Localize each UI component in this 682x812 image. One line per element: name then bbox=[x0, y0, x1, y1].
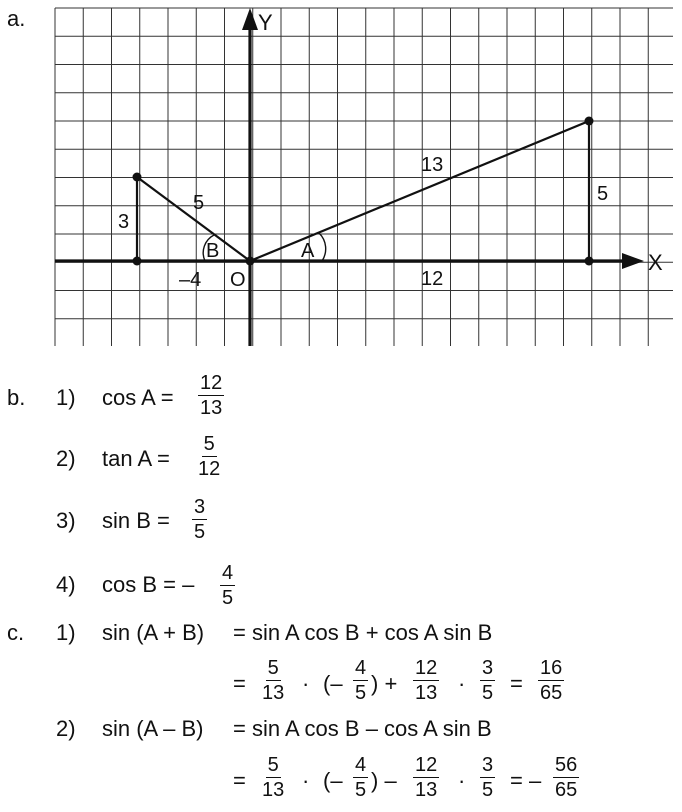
vertex-12-0 bbox=[585, 257, 594, 266]
coordinate-graph bbox=[0, 0, 682, 350]
part-c-item-2-fraction-4 bbox=[480, 754, 495, 801]
fraction-numerator: 4 bbox=[222, 562, 234, 584]
part-c-item-1-equals: = bbox=[233, 671, 246, 696]
origin-label: O bbox=[230, 269, 246, 291]
part-c-item-2-number: 2) bbox=[56, 716, 76, 741]
fraction-denominator: 13 bbox=[415, 682, 438, 704]
vertices bbox=[133, 117, 594, 266]
x-axis-arrow bbox=[622, 253, 644, 269]
part-b-item-4-fraction bbox=[220, 562, 235, 609]
angle-a-arc bbox=[319, 233, 326, 261]
fraction-numerator: 56 bbox=[555, 754, 578, 776]
part-c-item-2-fraction-1 bbox=[260, 754, 286, 801]
part-c-item-2-lhs: sin (A – B) bbox=[102, 716, 204, 741]
part-b-item-2-number: 2) bbox=[56, 446, 76, 471]
part-c-item-1-fraction-1 bbox=[260, 657, 286, 704]
part-c-item-2-result-equals: = – bbox=[510, 768, 542, 793]
fraction-denominator: 5 bbox=[482, 682, 494, 704]
part-c-item-1-close-operator: ) + bbox=[371, 671, 398, 696]
vertex-neg4-3 bbox=[133, 173, 142, 182]
part-c-item-2-fraction-2 bbox=[353, 754, 368, 801]
part-b-item-4-number: 4) bbox=[56, 572, 76, 597]
part-c-item-1-result-equals: = bbox=[510, 671, 523, 696]
part-c-item-2-fraction-3 bbox=[413, 754, 439, 801]
fraction-denominator: 13 bbox=[262, 682, 285, 704]
fraction-denominator: 65 bbox=[555, 779, 578, 801]
y-axis-arrow bbox=[242, 8, 258, 30]
triangle-left bbox=[137, 177, 250, 261]
part-c-item-1-dot-1: · bbox=[302, 671, 310, 696]
part-c-item-1-lhs: sin (A + B) bbox=[102, 620, 205, 645]
part-c-item-2-rhs: = sin A cos B – cos A sin B bbox=[233, 716, 492, 741]
fraction-denominator: 13 bbox=[415, 779, 438, 801]
part-c-item-1-fraction-2 bbox=[353, 657, 368, 704]
fraction-numerator: 5 bbox=[203, 433, 215, 455]
length-label-neg4: –4 bbox=[179, 269, 202, 291]
fraction-numerator: 12 bbox=[415, 657, 438, 679]
part-b-item-1-number: 1) bbox=[56, 385, 76, 410]
part-c-item-1-rhs: = sin A cos B + cos A sin B bbox=[233, 620, 493, 645]
length-label-3: 3 bbox=[118, 211, 130, 233]
fraction-numerator: 5 bbox=[267, 657, 279, 679]
part-c-item-1-dot-2: · bbox=[458, 671, 466, 696]
fraction-denominator: 5 bbox=[355, 779, 367, 801]
y-axis-label: Y bbox=[258, 10, 273, 35]
fraction-numerator: 4 bbox=[355, 657, 367, 679]
length-label-5-right: 5 bbox=[597, 183, 609, 205]
fraction-denominator: 5 bbox=[222, 587, 234, 609]
fraction-denominator: 5 bbox=[482, 779, 494, 801]
part-b-item-4-expression: cos B = – bbox=[102, 572, 195, 597]
part-b-item-3-fraction bbox=[192, 496, 207, 543]
part-c-label: c. bbox=[7, 620, 25, 645]
fraction-numerator: 3 bbox=[482, 657, 494, 679]
length-label-12: 12 bbox=[421, 268, 444, 290]
fraction-numerator: 12 bbox=[200, 372, 223, 394]
angle-a-label: A bbox=[301, 240, 315, 262]
fraction-numerator: 16 bbox=[540, 657, 563, 679]
vertex-neg4-0 bbox=[133, 257, 142, 266]
part-c-item-1-result-fraction bbox=[538, 657, 564, 704]
part-c-item-1-open-paren: (– bbox=[323, 671, 343, 696]
part-a-label: a. bbox=[7, 6, 26, 31]
vertex-12-5 bbox=[585, 117, 594, 126]
fraction-denominator: 5 bbox=[355, 682, 367, 704]
part-c-item-2-result-fraction bbox=[553, 754, 579, 801]
part-b-item-3-expression: sin B = bbox=[102, 508, 170, 533]
fraction-denominator: 5 bbox=[194, 521, 206, 543]
part-c-item-1-fraction-3 bbox=[413, 657, 439, 704]
part-c-item-2-dot-1: · bbox=[302, 768, 310, 793]
part-b-item-1-fraction bbox=[198, 372, 224, 419]
length-label-13: 13 bbox=[421, 154, 444, 176]
part-c-item-2-open-paren: (– bbox=[323, 768, 343, 793]
fraction-denominator: 13 bbox=[200, 397, 223, 419]
part-c-item-2-close-operator: ) – bbox=[371, 768, 397, 793]
part-c-item-1-number: 1) bbox=[56, 620, 76, 645]
angle-b-label: B bbox=[206, 240, 220, 262]
part-c-item-2-equals: = bbox=[233, 768, 246, 793]
hypotenuse-5 bbox=[137, 177, 250, 261]
x-axis-label: X bbox=[648, 250, 663, 275]
part-b-item-2-expression: tan A = bbox=[102, 446, 170, 471]
fraction-denominator: 13 bbox=[262, 779, 285, 801]
part-b-item-1-expression: cos A = bbox=[102, 385, 174, 410]
fraction-numerator: 3 bbox=[482, 754, 494, 776]
fraction-numerator: 4 bbox=[355, 754, 367, 776]
fraction-denominator: 12 bbox=[198, 458, 221, 480]
fraction-numerator: 3 bbox=[194, 496, 206, 518]
fraction-numerator: 12 bbox=[415, 754, 438, 776]
part-c-item-2-dot-2: · bbox=[458, 768, 466, 793]
fraction-denominator: 65 bbox=[540, 682, 563, 704]
part-b-item-2-fraction bbox=[196, 433, 222, 480]
length-label-5-left: 5 bbox=[193, 192, 205, 214]
axes bbox=[55, 22, 628, 346]
part-b-label: b. bbox=[7, 385, 26, 410]
grid bbox=[55, 8, 673, 346]
part-c-item-1-fraction-4 bbox=[480, 657, 495, 704]
part-b-item-3-number: 3) bbox=[56, 508, 76, 533]
fraction-numerator: 5 bbox=[267, 754, 279, 776]
vertex-origin bbox=[246, 257, 255, 266]
